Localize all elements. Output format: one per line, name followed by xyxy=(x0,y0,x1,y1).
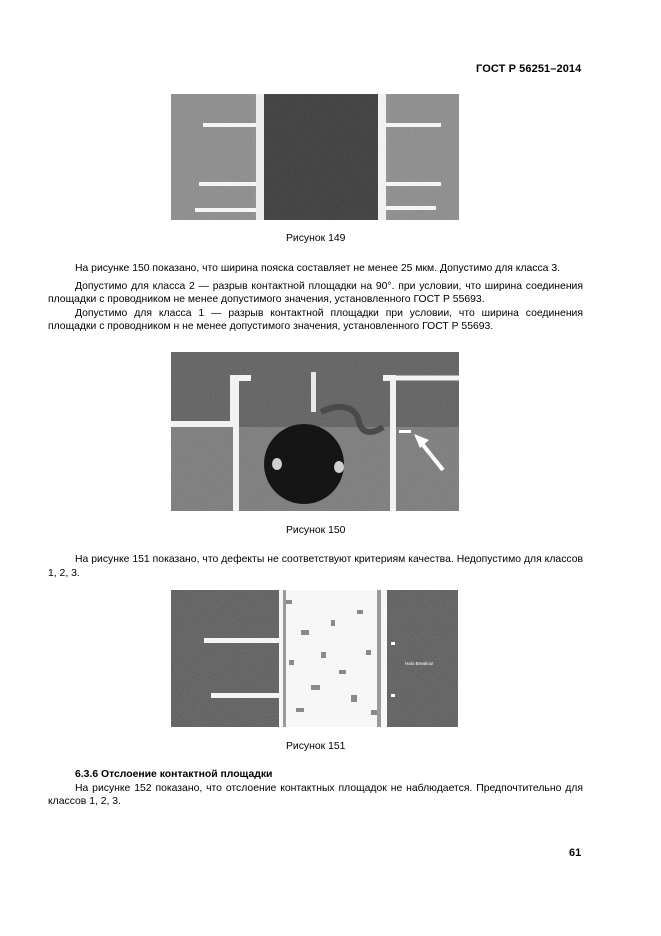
page-number: 61 xyxy=(569,847,582,859)
paragraph-3: Допустимо для класса 1 — разрыв контактной площадки при условии, что ширина соединения площадки с проводником н не менее допустимого значения, установленного ГОСТ Р 55693. xyxy=(48,307,583,333)
figure-151-caption: Рисунок 151 xyxy=(286,741,346,752)
figure-151-image xyxy=(171,590,458,727)
figure-149-image xyxy=(171,94,459,220)
text-block-3 xyxy=(48,768,583,809)
figure-150-caption: Рисунок 150 xyxy=(286,525,346,536)
paragraph-1: На рисунке 150 показано, что ширина пояска составляет не менее 25 мкм. Допустимо для класса 3. xyxy=(75,263,561,274)
figure-150-image xyxy=(171,352,459,511)
section-heading: 6.3.6 Отслоение контактной площадки xyxy=(75,769,273,780)
paragraph-2: Допустимо для класса 2 — разрыв контактной площадки на 90°. при условии, что ширина соединения площадки с проводником не менее допустимого значения, установленного ГОСТ Р 55693. xyxy=(48,280,583,306)
text-block-1 xyxy=(48,262,583,334)
text-block-2 xyxy=(48,553,583,580)
figure-151-photo xyxy=(171,590,458,727)
figure-149-caption: Рисунок 149 xyxy=(286,233,346,244)
figure-151-overlay-label: Halo Breakout xyxy=(405,661,434,666)
figure-149-photo xyxy=(171,94,459,220)
paragraph-4: На рисунке 151 показано, что дефекты не соответствуют критериям качества. Недопустимо для классов 1, 2, 3. xyxy=(48,554,583,579)
document-standard-header: ГОСТ Р 56251–2014 xyxy=(476,63,582,75)
paragraph-5: На рисунке 152 показано, что отслоение контактных площадок не наблюдается. Предпочтительно для классов 1, 2, 3. xyxy=(48,782,583,808)
figure-150-photo xyxy=(171,352,459,511)
